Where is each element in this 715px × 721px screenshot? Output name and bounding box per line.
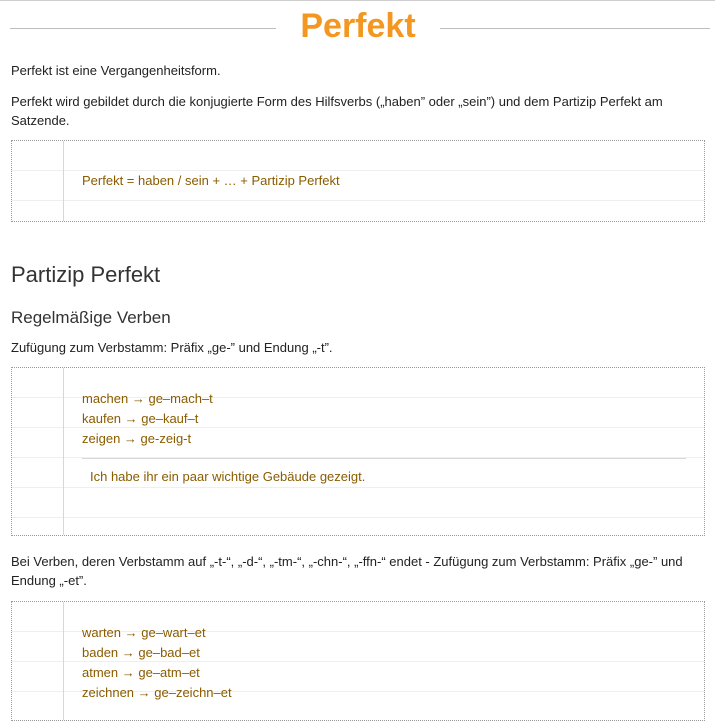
- et-example-list: [82, 623, 232, 703]
- regular-example-list: [82, 389, 213, 449]
- example-line: zeichnen → ge–zeichn–et: [82, 685, 232, 700]
- example-line: baden → ge–bad–et: [82, 645, 200, 660]
- section-title: Partizip Perfekt: [11, 262, 161, 287]
- regular-examples-box: [11, 367, 705, 536]
- et-examples-box: [11, 601, 705, 721]
- example-line: kaufen → ge–kauf–t: [82, 411, 199, 426]
- formula-box: [11, 140, 705, 222]
- example-sentence: Ich habe ihr ein paar wichtige Gebäude gezeigt.: [90, 469, 366, 484]
- page-header: [10, 6, 710, 46]
- example-line: zeigen → ge-zeig-t: [82, 431, 192, 446]
- subsection-title: Regelmäßige Verben: [11, 308, 171, 327]
- box-margin-line: [63, 368, 64, 535]
- page-title: Perfekt: [300, 7, 416, 45]
- header-rule-right: [440, 28, 710, 29]
- intro-paragraph-2: Perfekt wird gebildet durch die konjugierte Form des Hilfsverbs („haben” oder „sein”) und dem Partizip Perfekt am Satzende.: [11, 94, 663, 128]
- intro-paragraph-1: Perfekt ist eine Vergangenheitsform.: [11, 63, 221, 78]
- formula-text: Perfekt = haben / sein + … + Partizip Perfekt: [82, 173, 340, 188]
- example-line: warten → ge–wart–et: [82, 625, 206, 640]
- example-line: atmen → ge–atm–et: [82, 665, 200, 680]
- et-rule: Bei Verben, deren Verbstamm auf „-t-“, „-d-“, „-tm-“, „-chn-“, „-ffn-“ endet - Zufügung zum Verbstamm: Präfix „ge-” und Endung „-et”.: [11, 554, 683, 588]
- regular-rule: Zufügung zum Verbstamm: Präfix „ge-” und Endung „-t”.: [11, 340, 333, 355]
- header-rule-left: [10, 28, 276, 29]
- example-sentence-divider: [82, 458, 686, 459]
- box-margin-line: [63, 602, 64, 720]
- example-line: machen → ge–mach–t: [82, 391, 213, 406]
- top-divider: [0, 0, 715, 1]
- box-margin-line: [63, 141, 64, 221]
